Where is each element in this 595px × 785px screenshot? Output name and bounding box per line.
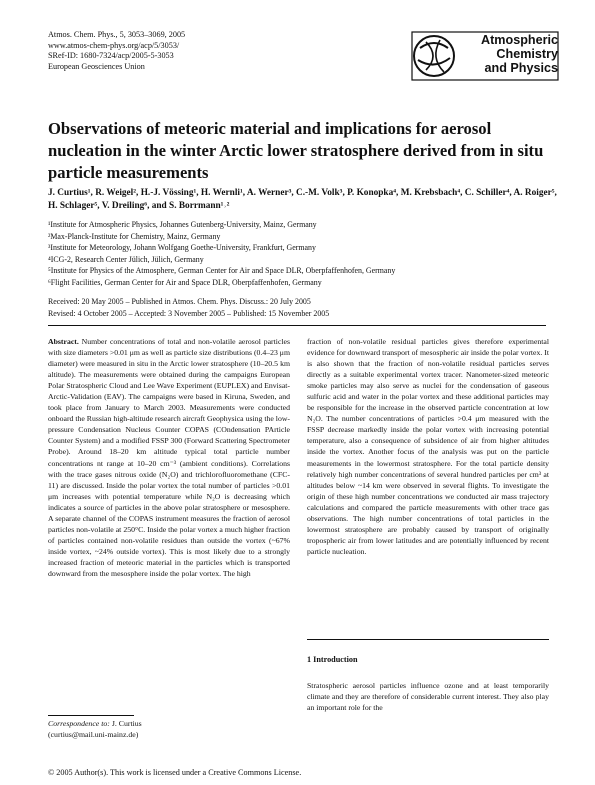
license-footer: © 2005 Author(s). This work is licensed under a Creative Commons License. — [48, 768, 302, 777]
journal-header — [48, 30, 185, 72]
affiliation: ⁵Institute for Physics of the Atmosphere, German Center for Air and Space DLR, Oberpfaffenhofen, Germany — [48, 266, 396, 276]
abstract-left-column — [48, 336, 290, 579]
correspondence-email[interactable]: (curtius@mail.uni-mainz.de) — [48, 730, 139, 739]
journal-url: www.atmos-chem-phys.org/acp/5/3053/ — [48, 40, 180, 50]
abstract-text: Number concentrations of total and non-volatile aerosol particles with size diameters >0.01 μm as well as particle size distributions (0.4–23 μm diameter) were measured in situ in the Arctic lower stratosphere (10–20.5 km altitude). The measurements were obtained during the campaigns European Polar Stratospheric Cloud and Lee Wave Experiment (EUPLEX) and Envisat-Arctic-Validation (EAV). The campaigns were based in Kiruna, Sweden, and took place from January to March 2003. Measurements were conducted onboard the Russian high-altitude research aircraft Geophysica using the low-pressure Condensation Nucleus Counter COPAS (COndensation PArticle Counter System) and a modified FSSP 300 (Forward Scattering Spectrometer Probe). Around 18–20 km altitude typical total particle number concentrations nt range at 10–20 cm⁻³ (ambient conditions). Correlations with the trace gases nitrous oxide (N₂O) and trichlorofluoromethane (CFC-11) are discussed. Inside the polar vortex the total number of particles >0.01 μm increases with potential temperature while N₂O is decreasing which indicates a source of particles in the above polar stratosphere or mesosphere. A separate channel of the COPAS instrument measures the fraction of aerosol particles non-volatile at 250°C. Inside the polar vortex a much higher fraction of particles contained non-volatile residues than outside the vortex (~67% inside vortex, ~24% outside vortex). This is most likely due to a strongly increased fraction of meteoric material in the particles which is transported downward from the mesosphere inside the polar vortex. The high — [48, 337, 290, 578]
footnote-divider — [48, 715, 134, 716]
publisher: European Geosciences Union — [48, 61, 145, 71]
received-date: Received: 20 May 2005 – Published in Atmos. Chem. Phys. Discuss.: 20 July 2005 — [48, 297, 311, 306]
abstract-text-continued: fraction of non-volatile residual particles gives therefore experimental evidence for downward transport of mesospheric air inside the polar vortex. It is also shown that the fraction of non-volatile residual particles serves directly as a suitable experimental vortex tracer. Nanometer-sized meteoric smoke particles may also serve as nuclei for the condensation of gaseous sulfuric acid and water in the polar vortex and these additional particles may be responsible for the increase in the observed particle concentration at low N₂O. The number concentrations of particles >0.4 μm measured with the FSSP decrease markedly inside the polar vortex with increasing potential temperature, also a consequence of subsidence of air from higher altitudes inside the vortex. Another focus of the analysis was put on the particle measurements in the lowermost stratosphere. For the total particle density relatively high number concentrations of several hundred particles per cm³ at altitudes below ~14 km were observed in several flights. To investigate the origin of these high number concentrations we conducted air mass trajectory calculations and compared the particle measurements with other trace gas observations. The high number concentrations of total particles in the lowermost stratosphere are probably caused by transport of originally tropospheric air from lower latitudes and are potentially influenced by recent particle nucleation. — [307, 337, 549, 556]
abstract-heading: Abstract. — [48, 337, 79, 346]
correspondence-label: Correspondence to: — [48, 719, 110, 728]
affiliation: ⁴ICG-2, Research Center Jülich, Jülich, Germany — [48, 254, 204, 264]
abstract-right-column — [307, 336, 549, 557]
affiliation: ¹Institute for Atmospheric Physics, Johannes Gutenberg-University, Mainz, Germany — [48, 220, 317, 229]
correspondence-name: J. Curtius — [111, 719, 142, 728]
author-list: J. Curtius¹, R. Weigel², H.-J. Vössing¹, H. Wernli¹, A. Werner³, C.-M. Volk³, P. Konopka⁴, M. Krebsbach⁴, C. Schiller⁴, A. Roiger⁵, H. Schlager⁵, V. Dreiling⁶, and S. Borrmann¹˒² — [48, 188, 557, 211]
correspondence — [48, 718, 142, 740]
header-divider — [48, 325, 546, 326]
affiliations — [48, 219, 558, 289]
affiliation: ²Max-Planck-Institute for Chemistry, Mainz, Germany — [48, 231, 221, 241]
revised-date: Revised: 4 October 2005 – Accepted: 3 November 2005 – Published: 15 November 2005 — [48, 308, 330, 318]
logo-line: and Physics — [484, 61, 558, 76]
section-heading: 1 Introduction — [307, 655, 358, 664]
introduction-text — [307, 680, 549, 713]
logo-line: Atmospheric — [481, 33, 558, 47]
logo-line: Chemistry — [496, 47, 558, 62]
intro-paragraph: Stratospheric aerosol particles influence ozone and at least temporarily climate and they are therefore of considerable current interest. They also play an important role for the — [307, 681, 549, 713]
sref-id: SRef-ID: 1680-7324/acp/2005-5-3053 — [48, 51, 174, 61]
affiliation: ³Institute for Meteorology, Johann Wolfgang Goethe-University, Frankfurt, Germany — [48, 243, 316, 253]
paper-title: Observations of meteoric material and implications for aerosol nucleation in the winter Arctic lower stratosphere derived from in situ particle measurements — [48, 119, 544, 182]
affiliation: ⁶Flight Facilities, German Center for Air and Space DLR, Oberpfaffenhofen, Germany — [48, 277, 322, 287]
publication-dates — [48, 296, 558, 319]
abstract-divider — [307, 639, 549, 640]
journal-logo-text — [460, 33, 558, 76]
journal-citation: Atmos. Chem. Phys., 5, 3053–3069, 2005 — [48, 30, 186, 39]
